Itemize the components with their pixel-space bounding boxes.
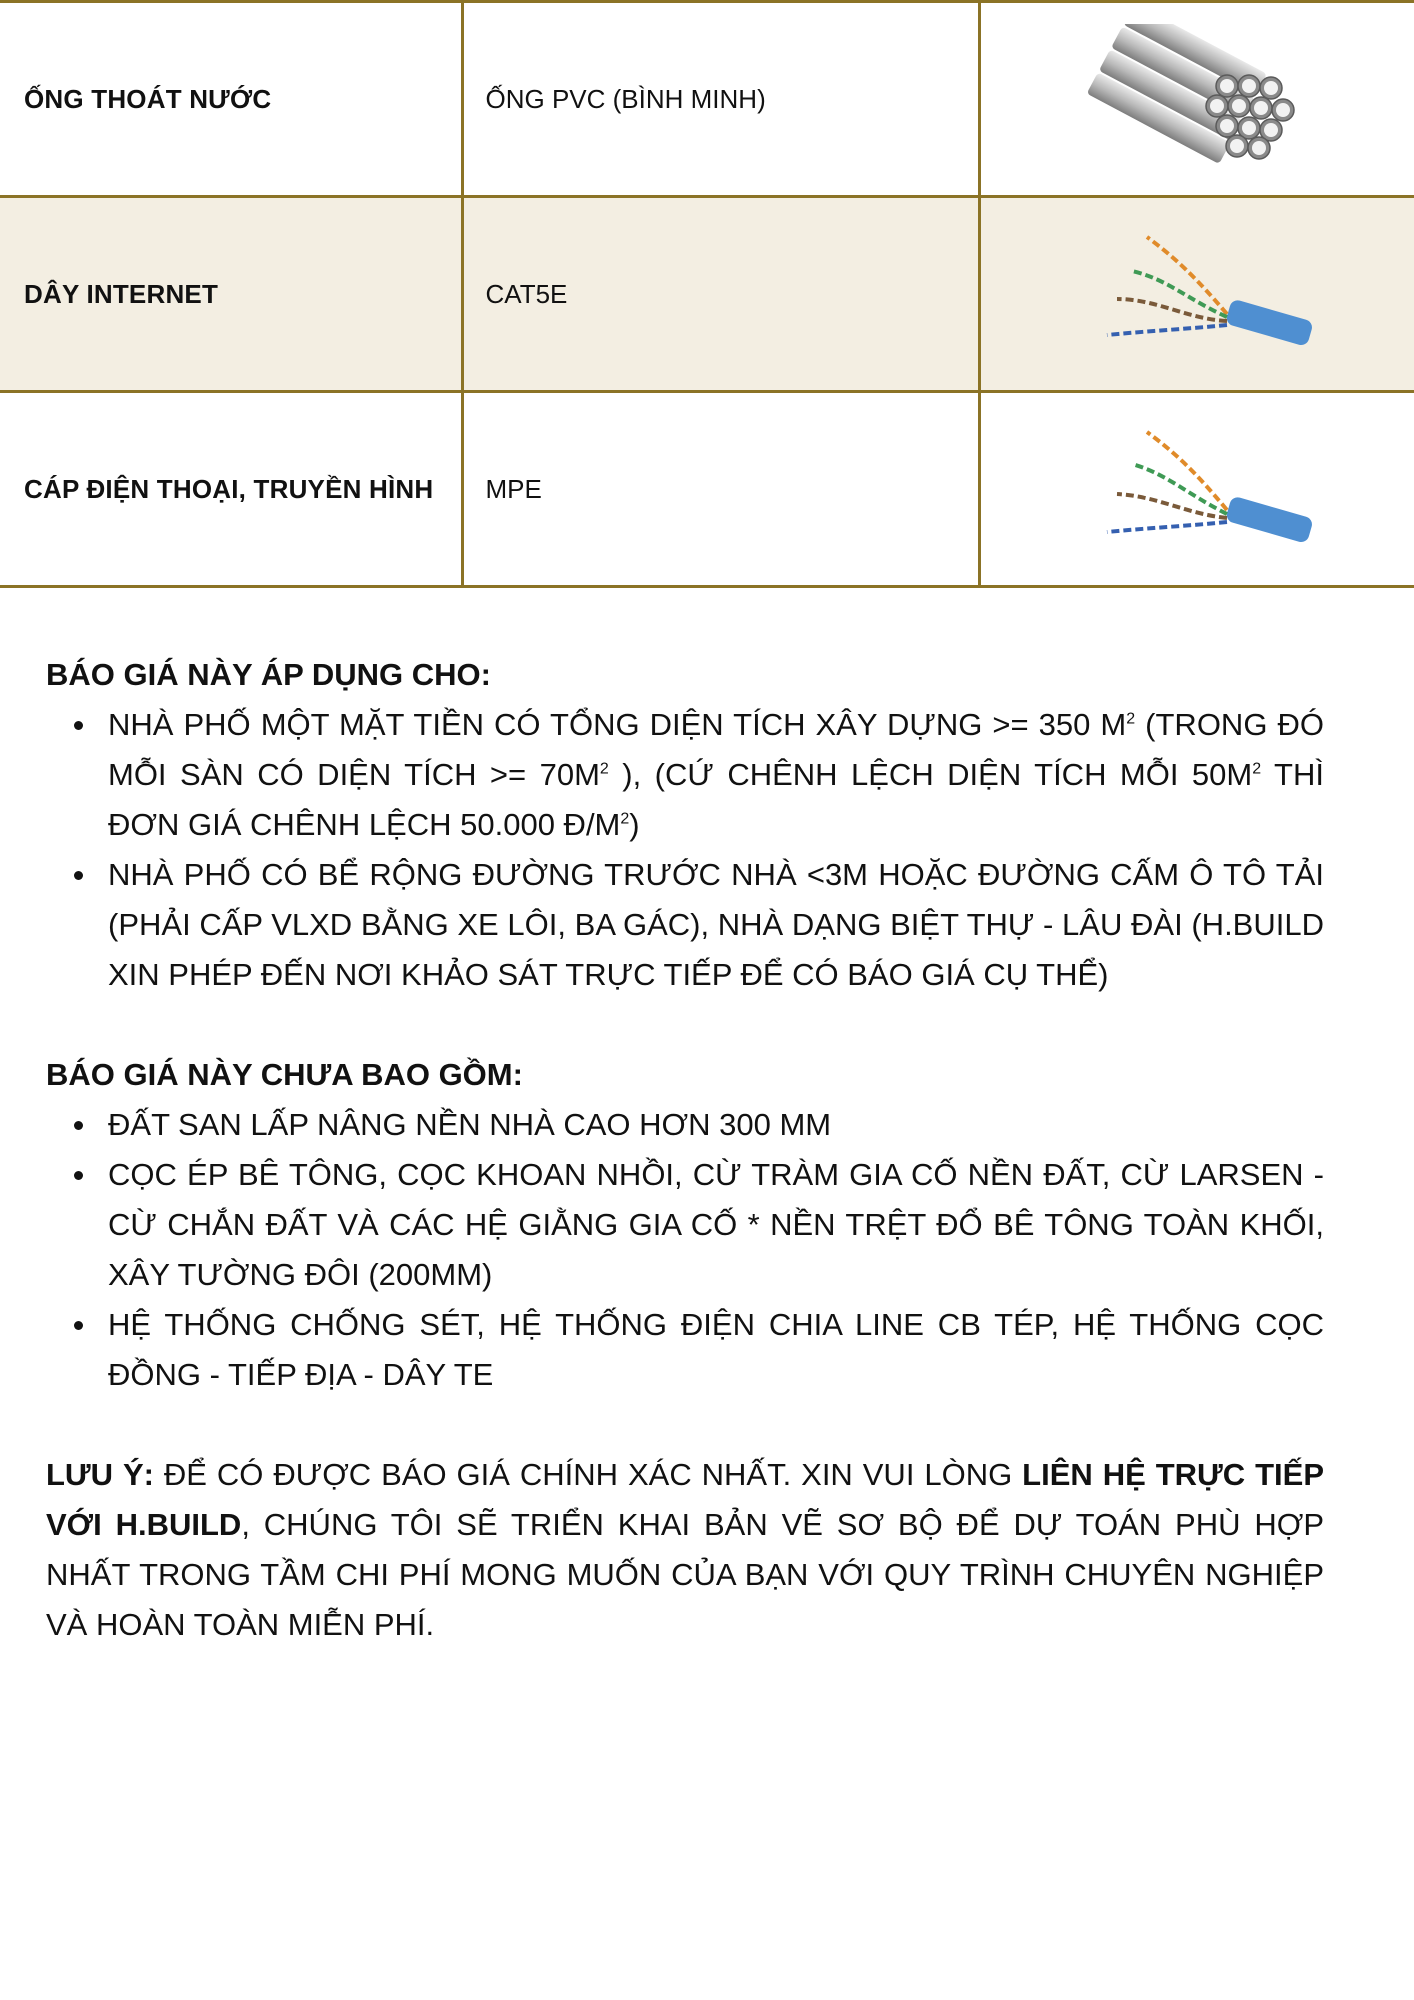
material-spec: ỐNG PVC (BÌNH MINH) <box>462 2 979 197</box>
material-image <box>979 197 1414 392</box>
phone-tv-cable-icon <box>1077 414 1317 564</box>
material-item: ỐNG THOÁT NƯỚC <box>0 2 462 197</box>
excludes-title: BÁO GIÁ NÀY CHƯA BAO GỒM: <box>46 1057 523 1092</box>
list-item: CỌC ÉP BÊ TÔNG, CỌC KHOAN NHỒI, CỪ TRÀM GIA CỐ NỀN ĐẤT, CỪ LARSEN - CỪ CHẮN ĐẤT VÀ CÁC HỆ GIẰNG GIA CỐ * NỀN TRỆT ĐỔ BÊ TÔNG TOÀN KHỐI, XÂY TƯỜNG ĐÔI (200MM) <box>46 1150 1324 1300</box>
network-cable-icon <box>1077 219 1317 369</box>
material-spec: MPE <box>462 392 979 587</box>
note-paragraph: LƯU Ý: ĐỂ CÓ ĐƯỢC BÁO GIÁ CHÍNH XÁC NHẤT. XIN VUI LÒNG LIÊN HỆ TRỰC TIẾP VỚI H.BUILD, CHÚNG TÔI SẼ TRIỂN KHAI BẢN VẼ SƠ BỘ ĐỂ DỰ TOÁN PHÙ HỢP NHẤT TRONG TẦM CHI PHÍ MONG MUỐN CỦA BẠN VỚI QUY TRÌNH CHUYÊN NGHIỆP VÀ HOÀN TOÀN MIỄN PHÍ. <box>46 1457 1324 1642</box>
list-item: HỆ THỐNG CHỐNG SÉT, HỆ THỐNG ĐIỆN CHIA LINE CB TÉP, HỆ THỐNG CỌC ĐỒNG - TIẾP ĐỊA - DÂY TE <box>46 1300 1324 1400</box>
applies-list <box>46 700 1324 1000</box>
material-image <box>979 392 1414 587</box>
applies-title: BÁO GIÁ NÀY ÁP DỤNG CHO: <box>46 657 491 692</box>
material-item: DÂY INTERNET <box>0 197 462 392</box>
materials-table <box>0 0 1414 588</box>
quote-notes <box>46 650 1324 1650</box>
list-item: NHÀ PHỐ CÓ BỂ RỘNG ĐƯỜNG TRƯỚC NHÀ <3M HOẶC ĐƯỜNG CẤM Ô TÔ TẢI (PHẢI CẤP VLXD BẰNG XE LÔI, BA GÁC), NHÀ DẠNG BIỆT THỰ - LÂU ĐÀI (H.BUILD XIN PHÉP ĐẾN NƠI KHẢO SÁT TRỰC TIẾP ĐỂ CÓ BÁO GIÁ CỤ THỂ) <box>46 850 1324 1000</box>
table-row <box>0 2 1414 197</box>
note-label: LƯU Ý: <box>46 1457 154 1492</box>
note-contact-emphasis: LIÊN HỆ TRỰC TIẾP VỚI H.BUILD <box>46 1457 1324 1542</box>
list-item: ĐẤT SAN LẤP NÂNG NỀN NHÀ CAO HƠN 300 MM <box>46 1100 1324 1150</box>
table-row <box>0 197 1414 392</box>
list-item: NHÀ PHỐ MỘT MẶT TIỀN CÓ TỔNG DIỆN TÍCH XÂY DỰNG >= 350 $M^2$ (TRONG ĐÓ MỖI SÀN CÓ DIỆN TÍCH >= $70M^2$ ), (CỨ CHÊNH LỆCH DIỆN TÍCH MỖI $50M^2$ THÌ ĐƠN GIÁ CHÊNH LỆCH 50.000 $Đ/M^2$) <box>46 700 1324 850</box>
excludes-list <box>46 1100 1324 1400</box>
material-spec: CAT5E <box>462 197 979 392</box>
table-row <box>0 392 1414 587</box>
material-item: CÁP ĐIỆN THOẠI, TRUYỀN HÌNH <box>0 392 462 587</box>
pvc-pipes-icon <box>1077 24 1317 174</box>
material-image <box>979 2 1414 197</box>
